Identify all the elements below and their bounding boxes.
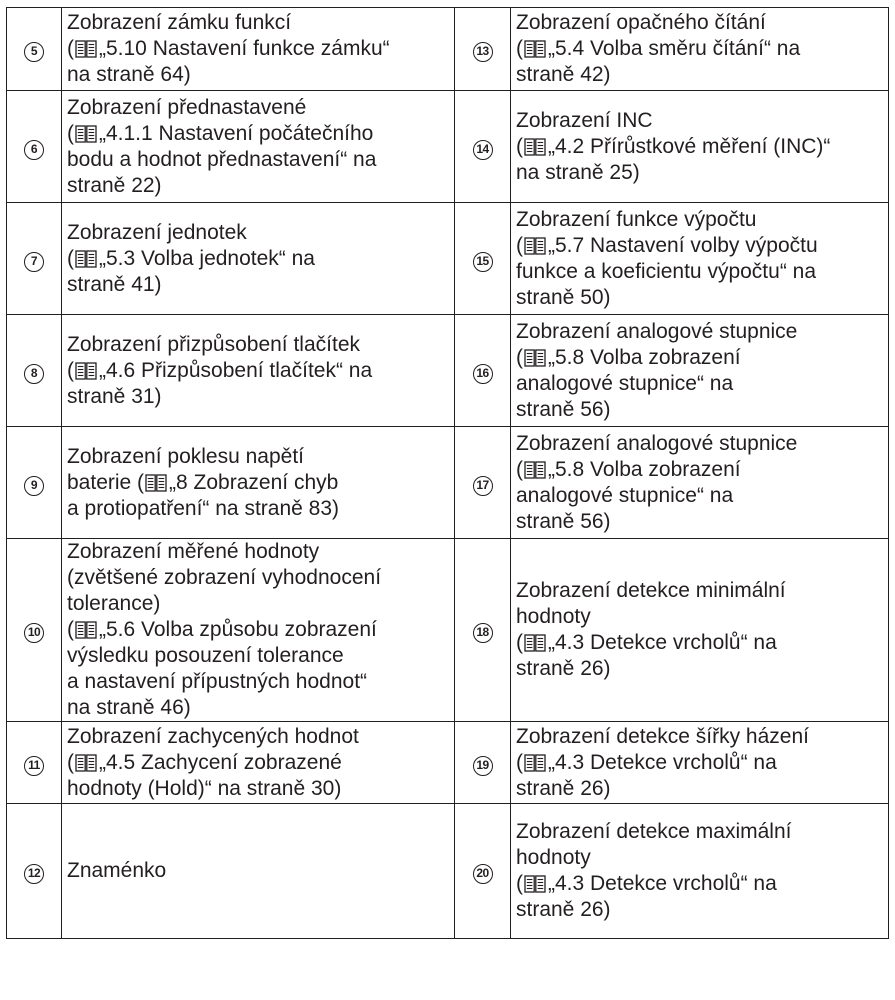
item-number-cell	[7, 203, 62, 315]
book-reference-icon	[524, 754, 546, 772]
section-reference: „4.3 Detekce vrcholů“ na	[548, 872, 777, 895]
item-number-cell	[7, 315, 62, 427]
item-number-cell	[455, 804, 511, 939]
description-line: Zobrazení funkce výpočtu	[516, 207, 757, 231]
description-line	[67, 617, 450, 643]
circled-number: 17	[473, 476, 493, 496]
section-reference: „5.7 Nastavení volby výpočtu	[548, 233, 818, 257]
description-line: analogové stupnice“ na	[516, 483, 734, 507]
item-number-cell	[7, 804, 62, 939]
table-row	[7, 91, 889, 203]
description-line: Zobrazení přednastavené	[67, 95, 307, 119]
reference-prefix: (	[516, 872, 523, 895]
section-reference: „5.10 Nastavení funkce zámku“	[99, 37, 390, 60]
book-reference-icon	[524, 875, 546, 893]
description-line: Zobrazení měřené hodnoty	[67, 540, 320, 563]
item-description-cell	[511, 539, 889, 722]
item-description-cell	[511, 8, 889, 91]
book-reference-icon	[75, 250, 97, 268]
description-line: straně 42)	[516, 63, 611, 86]
description-line: Zobrazení přizpůsobení tlačítek	[67, 332, 360, 356]
circled-number: 19	[473, 756, 493, 776]
circled-number: 12	[24, 864, 44, 884]
description-line: Zobrazení INC	[516, 108, 653, 132]
item-number-cell	[455, 315, 511, 427]
circled-number: 14	[473, 140, 493, 160]
description-line	[516, 871, 884, 897]
item-number-cell	[7, 91, 62, 203]
book-reference-icon	[75, 125, 97, 143]
description-line	[516, 457, 884, 483]
description-line	[516, 36, 884, 62]
circled-number: 6	[24, 140, 44, 160]
description-line: straně 26)	[516, 657, 611, 680]
description-line: na straně 64)	[67, 63, 191, 86]
circled-number: 11	[24, 756, 44, 776]
reference-prefix: (	[516, 134, 523, 158]
section-reference: „5.8 Volba zobrazení	[548, 457, 741, 481]
table-row	[7, 315, 889, 427]
item-number-cell	[7, 539, 62, 722]
description-line: straně 26)	[516, 898, 611, 921]
description-line: Zobrazení jednotek	[67, 220, 247, 244]
item-number-cell	[7, 427, 62, 539]
item-description-cell	[62, 427, 455, 539]
item-number-cell	[455, 8, 511, 91]
description-line: Zobrazení analogové stupnice	[516, 319, 798, 343]
reference-prefix: (	[516, 37, 523, 60]
description-line: Znaménko	[67, 859, 167, 882]
description-line: hodnoty (Hold)“ na straně 30)	[67, 776, 342, 800]
table-row	[7, 722, 889, 804]
description-line	[516, 630, 884, 656]
item-number-cell	[7, 722, 62, 804]
book-reference-icon	[524, 349, 546, 367]
circled-number: 8	[24, 364, 44, 384]
book-reference-icon	[75, 362, 97, 380]
section-reference: „4.6 Přizpůsobení tlačítek“ na	[99, 358, 373, 382]
description-line: Zobrazení poklesu napětí	[67, 444, 304, 468]
book-reference-icon	[524, 237, 546, 255]
table-row	[7, 539, 889, 722]
book-reference-icon	[524, 138, 546, 156]
item-number-cell	[455, 203, 511, 315]
description-line: (zvětšené zobrazení vyhodnocení	[67, 566, 382, 589]
description-line: na straně 25)	[516, 160, 640, 184]
item-number-cell	[455, 427, 511, 539]
description-line	[67, 470, 450, 496]
reference-prefix: (	[516, 631, 523, 654]
section-reference: „5.8 Volba zobrazení	[548, 345, 741, 369]
description-line: Zobrazení zachycených hodnot	[67, 724, 359, 748]
circled-number: 18	[473, 623, 493, 643]
section-reference: „5.6 Volba způsobu zobrazení	[99, 618, 377, 641]
circled-number: 7	[24, 252, 44, 272]
section-reference: „5.3 Volba jednotek“ na	[99, 246, 315, 270]
circled-number: 16	[473, 364, 493, 384]
description-line: Zobrazení zámku funkcí	[67, 11, 292, 34]
book-reference-icon	[75, 621, 97, 639]
reference-prefix: (	[67, 750, 74, 774]
item-description-cell	[62, 8, 455, 91]
reference-prefix: (	[67, 121, 74, 145]
description-line	[67, 358, 450, 384]
description-line	[67, 121, 450, 147]
circled-number: 15	[473, 252, 493, 272]
description-line	[67, 246, 450, 272]
description-line: funkce a koeficientu výpočtu“ na	[516, 259, 817, 283]
item-description-cell	[511, 722, 889, 804]
item-number-cell	[455, 539, 511, 722]
circled-number: 13	[473, 42, 493, 62]
description-line: Zobrazení opačného čítání	[516, 11, 766, 34]
description-line	[67, 750, 450, 776]
item-number-cell	[7, 8, 62, 91]
reference-prefix: (	[67, 358, 74, 382]
description-line	[516, 233, 884, 259]
reference-prefix: baterie (	[67, 470, 145, 494]
description-line	[516, 134, 884, 160]
description-line: a protiopatření“ na straně 83)	[67, 496, 339, 520]
description-line: hodnoty	[516, 605, 591, 628]
circled-number: 5	[24, 42, 44, 62]
description-line: straně 26)	[516, 776, 611, 800]
table-row	[7, 8, 889, 91]
description-line: tolerance)	[67, 592, 161, 615]
book-reference-icon	[75, 40, 97, 58]
item-description-cell	[62, 315, 455, 427]
description-line: analogové stupnice“ na	[516, 371, 734, 395]
reference-prefix: (	[516, 233, 523, 257]
section-reference: „4.5 Zachycení zobrazené	[99, 750, 342, 774]
description-line: bodu a hodnot přednastavení“ na	[67, 147, 377, 171]
reference-prefix: (	[67, 618, 74, 641]
description-line: Zobrazení detekce minimální	[516, 579, 786, 602]
section-reference: „4.3 Detekce vrcholů“ na	[548, 750, 777, 774]
description-line: Zobrazení detekce maximální	[516, 820, 792, 843]
reference-prefix: (	[516, 457, 523, 481]
section-reference: „5.4 Volba směru čítání“ na	[548, 37, 801, 60]
description-line: Zobrazení detekce šířky házení	[516, 724, 809, 748]
item-number-cell	[455, 91, 511, 203]
item-description-cell	[62, 722, 455, 804]
description-line: výsledku posouzení tolerance	[67, 644, 344, 667]
section-reference: „4.3 Detekce vrcholů“ na	[548, 631, 777, 654]
item-description-cell	[511, 427, 889, 539]
reference-table	[6, 7, 889, 939]
circled-number: 20	[473, 864, 493, 884]
item-description-cell	[511, 91, 889, 203]
reference-prefix: (	[516, 750, 523, 774]
description-line	[516, 750, 884, 776]
section-reference: „8 Zobrazení chyb	[169, 470, 339, 494]
reference-prefix: (	[67, 246, 74, 270]
item-description-cell	[511, 203, 889, 315]
item-description-cell	[62, 804, 455, 939]
book-reference-icon	[524, 461, 546, 479]
item-description-cell	[511, 315, 889, 427]
section-reference: „4.1.1 Nastavení počátečního	[99, 121, 374, 145]
item-description-cell	[62, 539, 455, 722]
description-line: Zobrazení analogové stupnice	[516, 431, 798, 455]
table-row	[7, 203, 889, 315]
description-line: hodnoty	[516, 846, 591, 869]
table-row	[7, 804, 889, 939]
description-line: straně 31)	[67, 384, 162, 408]
item-description-cell	[511, 804, 889, 939]
section-reference: „4.2 Přírůstkové měření (INC)“	[548, 134, 831, 158]
reference-prefix: (	[67, 37, 74, 60]
description-line: straně 56)	[516, 397, 611, 421]
description-line: straně 56)	[516, 509, 611, 533]
book-reference-icon	[524, 40, 546, 58]
description-line	[67, 36, 450, 62]
description-line: na straně 46)	[67, 696, 191, 719]
table-row	[7, 427, 889, 539]
description-line	[516, 345, 884, 371]
description-line: straně 50)	[516, 285, 611, 309]
book-reference-icon	[145, 474, 167, 492]
item-description-cell	[62, 91, 455, 203]
description-line: straně 22)	[67, 173, 162, 197]
book-reference-icon	[75, 754, 97, 772]
item-description-cell	[62, 203, 455, 315]
book-reference-icon	[524, 634, 546, 652]
circled-number: 9	[24, 476, 44, 496]
description-line: straně 41)	[67, 272, 162, 296]
circled-number: 10	[24, 623, 44, 643]
reference-prefix: (	[516, 345, 523, 369]
description-line: a nastavení přípustných hodnot“	[67, 670, 368, 693]
item-number-cell	[455, 722, 511, 804]
